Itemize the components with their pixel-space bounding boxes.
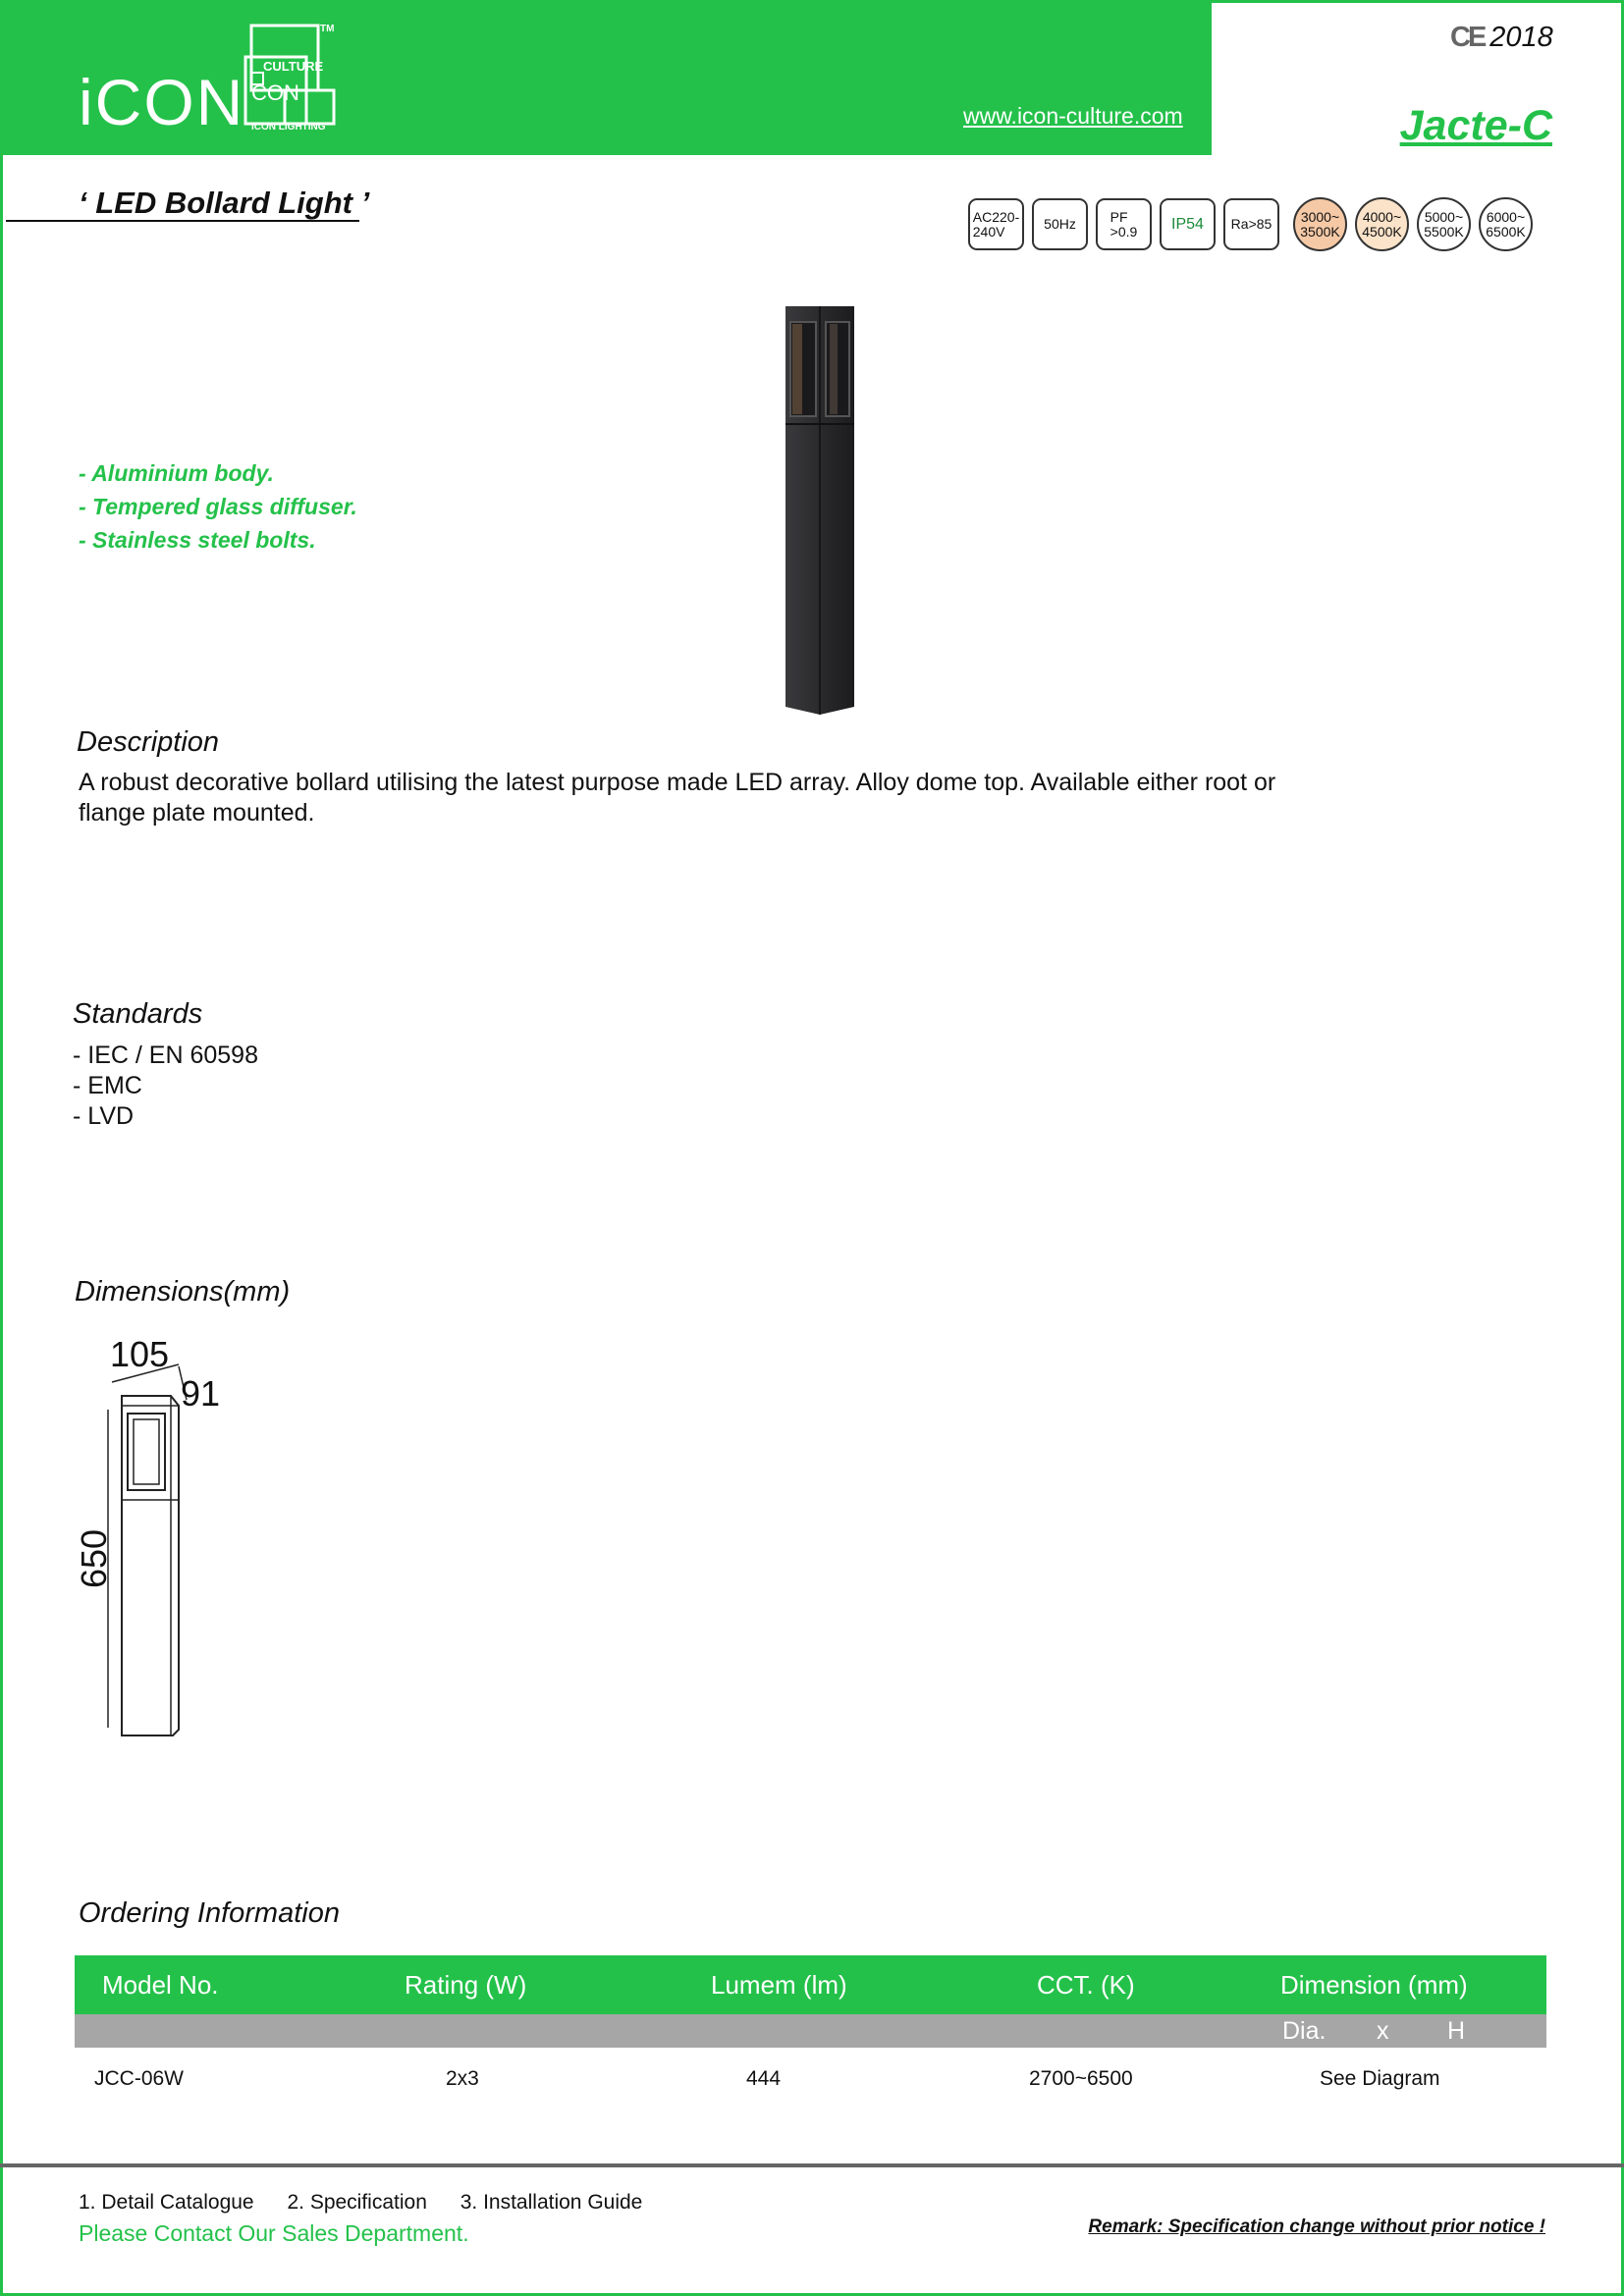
contact-note: Please Contact Our Sales Department. <box>79 2220 469 2246</box>
logo-culture-text: CULTURE <box>263 59 324 74</box>
standards-heading: Standards <box>73 998 203 1030</box>
cct-option: 3000~ 3500K <box>1293 197 1347 251</box>
sub-h: H <box>1447 2017 1466 2045</box>
table-row <box>75 2048 1546 2118</box>
cell-lumen: 444 <box>746 2067 782 2090</box>
dim-height-label: 650 <box>74 1528 114 1588</box>
badge-power-factor: PF >0.9 <box>1096 198 1152 250</box>
product-subtitle: ‘ LED Bollard Light ’ <box>79 186 370 220</box>
brand-name: iCON <box>79 66 245 138</box>
sub-x: x <box>1377 2017 1389 2045</box>
description-text: A robust decorative bollard utilising the latest purpose made LED array. Alloy dome top. Available either root or flange plate mounted. <box>79 769 1276 827</box>
logo-con-text: CON <box>251 80 299 105</box>
dim-width-label: 105 <box>110 1335 170 1374</box>
cell-rating: 2x3 <box>446 2067 479 2090</box>
col-lumen: Lumem (lm) <box>711 1970 847 2000</box>
standards-list <box>73 1041 258 1132</box>
col-model: Model No. <box>102 1970 219 2000</box>
badge-ip-rating: IP54 <box>1160 198 1216 250</box>
model-title: Jacte-C <box>1399 102 1552 149</box>
col-cct: CCT. (K) <box>1037 1970 1135 2000</box>
doc-link-catalogue[interactable]: 1. Detail Catalogue <box>79 2191 254 2214</box>
remark-note: Remark: Specification change without prior notice ! <box>1088 2216 1545 2237</box>
document-links <box>79 2191 670 2215</box>
table-subheader <box>75 2014 1546 2048</box>
badge-frequency: 50Hz <box>1032 198 1088 250</box>
feature-list <box>79 456 357 557</box>
feature-item: - Tempered glass diffuser. <box>79 494 357 519</box>
ce-mark-icon: CE <box>1450 22 1485 53</box>
cct-option: 6000~ 6500K <box>1479 197 1533 251</box>
cell-dimension: See Diagram <box>1320 2067 1440 2090</box>
standard-item: - EMC <box>73 1072 142 1099</box>
ordering-heading: Ordering Information <box>79 1897 340 1929</box>
doc-link-installation[interactable]: 3. Installation Guide <box>460 2191 643 2214</box>
standard-item: - IEC / EN 60598 <box>73 1041 258 1069</box>
dim-depth-label: 91 <box>181 1373 221 1414</box>
dimension-drawing <box>69 1335 236 1747</box>
badge-cri: Ra>85 <box>1223 198 1279 250</box>
cct-options <box>1293 197 1541 251</box>
feature-item: - Aluminium body. <box>79 460 274 486</box>
subtitle-underline <box>6 220 359 222</box>
ce-year <box>1450 22 1553 54</box>
feature-item: - Stainless steel bolts. <box>79 527 316 553</box>
cell-model: JCC-06W <box>94 2067 185 2090</box>
website-link[interactable]: www.icon-culture.com <box>963 103 1183 129</box>
logo-lighting-text: ICON LIGHTING <box>251 122 326 130</box>
cct-option: 4000~ 4500K <box>1355 197 1409 251</box>
dimensions-heading: Dimensions(mm) <box>75 1276 291 1308</box>
logo-icon <box>244 20 342 130</box>
badge-voltage: AC220- 240V <box>968 198 1024 250</box>
col-rating: Rating (W) <box>405 1970 527 2000</box>
product-image <box>781 304 859 717</box>
col-dimension: Dimension (mm) <box>1280 1970 1468 2000</box>
year: 2018 <box>1489 22 1553 53</box>
table-header <box>75 1955 1546 2014</box>
ordering-table <box>75 1955 1546 2118</box>
doc-link-specification[interactable]: 2. Specification <box>287 2191 427 2214</box>
cct-option: 5000~ 5500K <box>1417 197 1471 251</box>
sub-dia: Dia. <box>1282 2017 1326 2045</box>
header-band <box>0 0 1212 155</box>
description-heading: Description <box>77 726 220 758</box>
spec-badges <box>968 197 1541 251</box>
cell-cct: 2700~6500 <box>1029 2067 1133 2090</box>
footer-divider <box>0 2163 1624 2167</box>
standard-item: - LVD <box>73 1102 135 1130</box>
trademark: TM <box>320 24 335 34</box>
